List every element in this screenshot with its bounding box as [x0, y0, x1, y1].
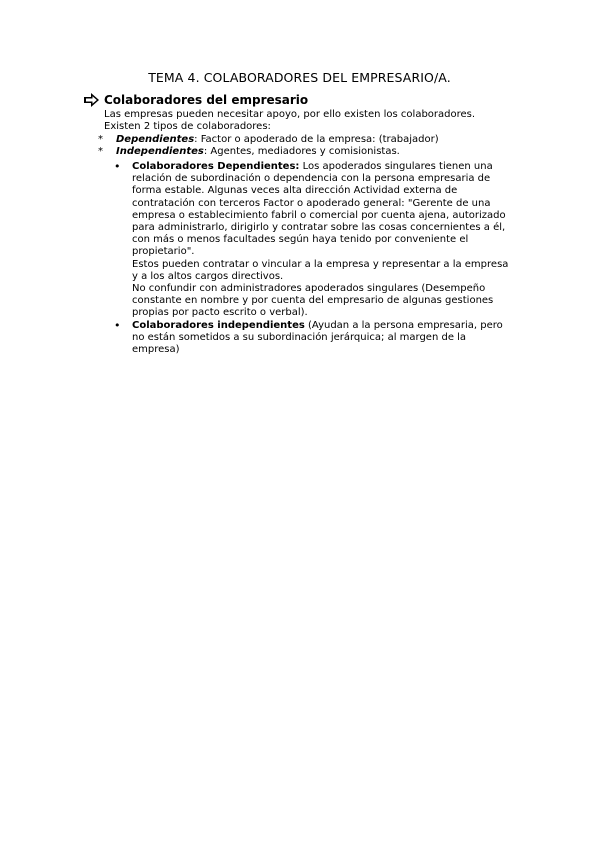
- bullet-paragraph: [132, 161, 514, 259]
- type-text: : Factor o apoderado de la empresa: (trabajador): [194, 134, 439, 145]
- collaborator-details-list: [114, 161, 514, 356]
- intro-line-1: Las empresas pueden necesitar apoyo, por ello existen los colaboradores.: [104, 109, 476, 120]
- bullet-text: (Ayudan a la persona empresaria, pero no están sometidos a su subordinación jerárquica; al margen de la empresa): [132, 319, 503, 356]
- bullet-paragraph: No confundir con administradores apoderados singulares (Desempeño constante en nombre y por cuenta del empresario de algunas gestiones propias por pacto escrito o verbal).: [132, 283, 494, 319]
- document-title: TEMA 4. COLABORADORES DEL EMPRESARIO/A.: [148, 70, 451, 85]
- bullet-heading: Colaboradores Dependientes:: [132, 161, 300, 172]
- asterisk-marker: *: [98, 146, 103, 158]
- asterisk-marker: *: [98, 134, 103, 145]
- type-text: : Agentes, mediadores y comisionistas.: [203, 146, 400, 158]
- section-heading: [84, 93, 308, 107]
- bullet-paragraph: [132, 320, 514, 357]
- bullet-paragraph: Estos pueden contratar o vincular a la empresa y representar a la empresa y a los altos cargos directivos.: [132, 258, 509, 282]
- list-item: [114, 320, 514, 357]
- intro-line-2: Existen 2 tipos de colaboradores:: [104, 121, 271, 133]
- bullet-marker: •: [114, 160, 121, 173]
- section-heading-text: Colaboradores del empresario: [104, 93, 309, 107]
- arrow-right-circle-icon: [84, 93, 100, 107]
- bullet-heading: Colaboradores independientes: [132, 319, 305, 331]
- bullet-marker: •: [114, 318, 121, 332]
- intro-text: [104, 109, 524, 133]
- list-item: [98, 146, 439, 158]
- list-item: [98, 134, 439, 146]
- bullet-text: Los apoderados singulares tienen una relación de subordinación o dependencia con la persona empresaria de forma estable. Algunas veces alta dirección Actividad externa de contratación con terceros Factor o apoderado general: "Gerente de una empresa o establecimiento fabril o comercial por cuenta ajena, autorizado para administrarlo, dirigirlo y contratar sobre las cosas concernientes a él, con más o menos facultades según haya tenido por conveniente el propietario".: [132, 161, 506, 258]
- collaborator-types-list: [98, 134, 439, 158]
- type-term: Independientes: [116, 146, 204, 158]
- type-term: Dependientes: [116, 134, 195, 145]
- list-item: [114, 161, 514, 320]
